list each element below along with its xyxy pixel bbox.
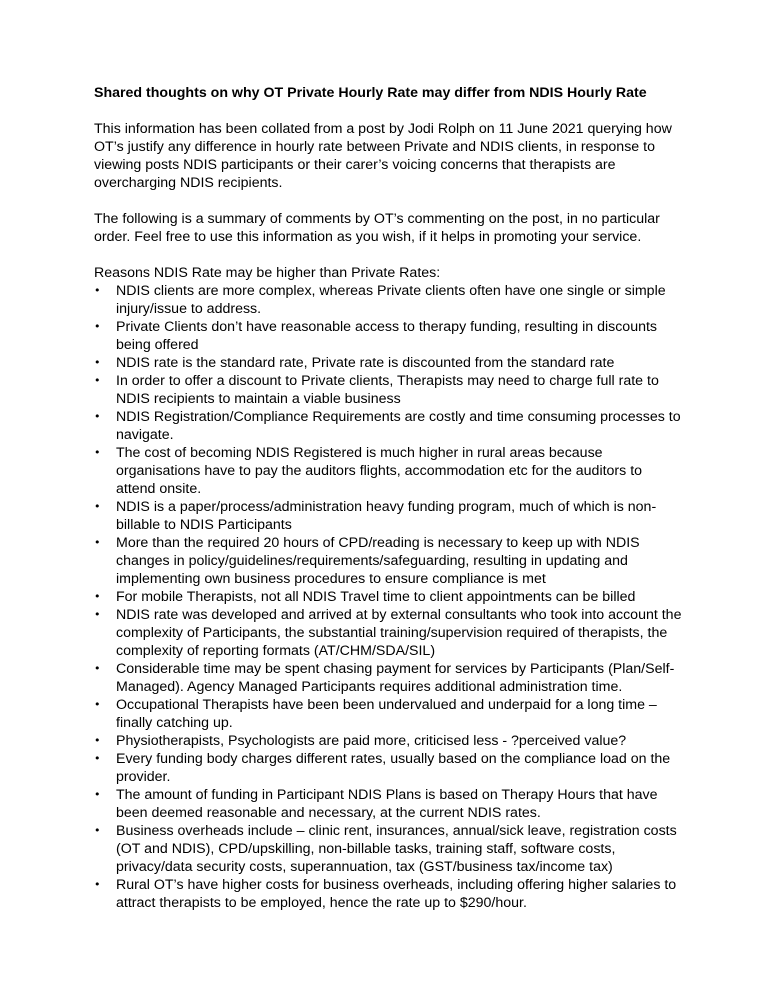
list-item <box>94 282 684 318</box>
reason-text: NDIS rate was developed and arrived at by external consultants who took into account the complexity of Participants, the substantial training/supervision required of therapists, the complexity of reporting formats (AT/CHM/SDA/SIL) <box>116 607 682 659</box>
bullet-icon: • <box>94 878 101 891</box>
bullet-icon: • <box>94 788 101 801</box>
reason-text: For mobile Therapists, not all NDIS Travel time to client appointments can be billed <box>116 589 636 605</box>
reason-text: Business overheads include – clinic rent, insurances, annual/sick leave, registration costs (OT and NDIS), CPD/upskilling, non-billable tasks, training staff, software costs, privacy/data security costs, superannuation, tax (GST/business tax/income tax) <box>116 823 677 875</box>
summary-paragraph: The following is a summary of comments by OT’s commenting on the post, in no particular order. Feel free to use this information as you wish, if it helps in promoting your service. <box>94 211 660 245</box>
bullet-icon: • <box>94 752 101 765</box>
intro-paragraph: This information has been collated from a post by Jodi Rolph on 11 June 2021 querying how OT’s justify any difference in hourly rate between Private and NDIS clients, in response to viewing posts NDIS participants or their carer’s voicing concerns that therapists are overcharging NDIS recipients. <box>94 121 672 191</box>
reason-text: Physiotherapists, Psychologists are paid more, criticised less - ?perceived value? <box>116 733 627 749</box>
list-item <box>94 588 684 606</box>
list-item <box>94 606 684 660</box>
bullet-icon: • <box>94 698 101 711</box>
list-item <box>94 444 684 498</box>
reason-text: The amount of funding in Participant NDIS Plans is based on Therapy Hours that have been deemed reasonable and necessary, at the current NDIS rates. <box>116 787 658 821</box>
bullet-icon: • <box>94 284 101 297</box>
bullet-icon: • <box>94 662 101 675</box>
list-item <box>94 786 684 822</box>
document-title: Shared thoughts on why OT Private Hourly Rate may differ from NDIS Hourly Rate <box>94 85 647 101</box>
list-item <box>94 498 684 534</box>
reason-text: The cost of becoming NDIS Registered is much higher in rural areas because organisations have to pay the auditors flights, accommodation etc for the auditors to attend onsite. <box>116 445 643 497</box>
list-item <box>94 318 684 354</box>
bullet-icon: • <box>94 608 101 621</box>
reason-text: More than the required 20 hours of CPD/reading is necessary to keep up with NDIS changes in policy/guidelines/requirements/safeguarding, resulting in updating and implementing own business procedures to ensure compliance is met <box>116 535 640 587</box>
bullet-icon: • <box>94 824 101 837</box>
bullet-icon: • <box>94 410 101 423</box>
reasons-heading: Reasons NDIS Rate may be higher than Private Rates: <box>94 265 441 281</box>
reasons-list <box>94 282 684 912</box>
list-item <box>94 750 684 786</box>
list-item <box>94 408 684 444</box>
document-page <box>94 84 684 912</box>
bullet-icon: • <box>94 536 101 549</box>
reason-text: Rural OT’s have higher costs for business overheads, including offering higher salaries to attract therapists to be employed, hence the rate up to $290/hour. <box>116 877 677 911</box>
reason-text: In order to offer a discount to Private clients, Therapists may need to charge full rate to NDIS recipients to maintain a viable business <box>116 373 659 407</box>
list-item <box>94 354 684 372</box>
bullet-icon: • <box>94 734 101 747</box>
list-item <box>94 732 684 750</box>
reason-text: Considerable time may be spent chasing payment for services by Participants (Plan/Self-Managed). Agency Managed Participants requires additional administration time. <box>116 661 675 695</box>
list-item <box>94 876 684 912</box>
bullet-icon: • <box>94 446 101 459</box>
reason-text: NDIS Registration/Compliance Requirements are costly and time consuming processes to navigate. <box>116 409 681 443</box>
reason-text: NDIS rate is the standard rate, Private rate is discounted from the standard rate <box>116 355 615 371</box>
bullet-icon: • <box>94 320 101 333</box>
bullet-icon: • <box>94 500 101 513</box>
list-item <box>94 660 684 696</box>
reason-text: Occupational Therapists have been been undervalued and underpaid for a long time – finally catching up. <box>116 697 657 731</box>
reason-text: NDIS is a paper/process/administration heavy funding program, much of which is non-billable to NDIS Participants <box>116 499 657 533</box>
reason-text: NDIS clients are more complex, whereas Private clients often have one single or simple injury/issue to address. <box>116 283 666 317</box>
bullet-icon: • <box>94 374 101 387</box>
reason-text: Private Clients don’t have reasonable access to therapy funding, resulting in discounts being offered <box>116 319 658 353</box>
reason-text: Every funding body charges different rates, usually based on the compliance load on the provider. <box>116 751 671 785</box>
list-item <box>94 534 684 588</box>
list-item <box>94 696 684 732</box>
bullet-icon: • <box>94 590 101 603</box>
bullet-icon: • <box>94 356 101 369</box>
list-item <box>94 822 684 876</box>
list-item <box>94 372 684 408</box>
